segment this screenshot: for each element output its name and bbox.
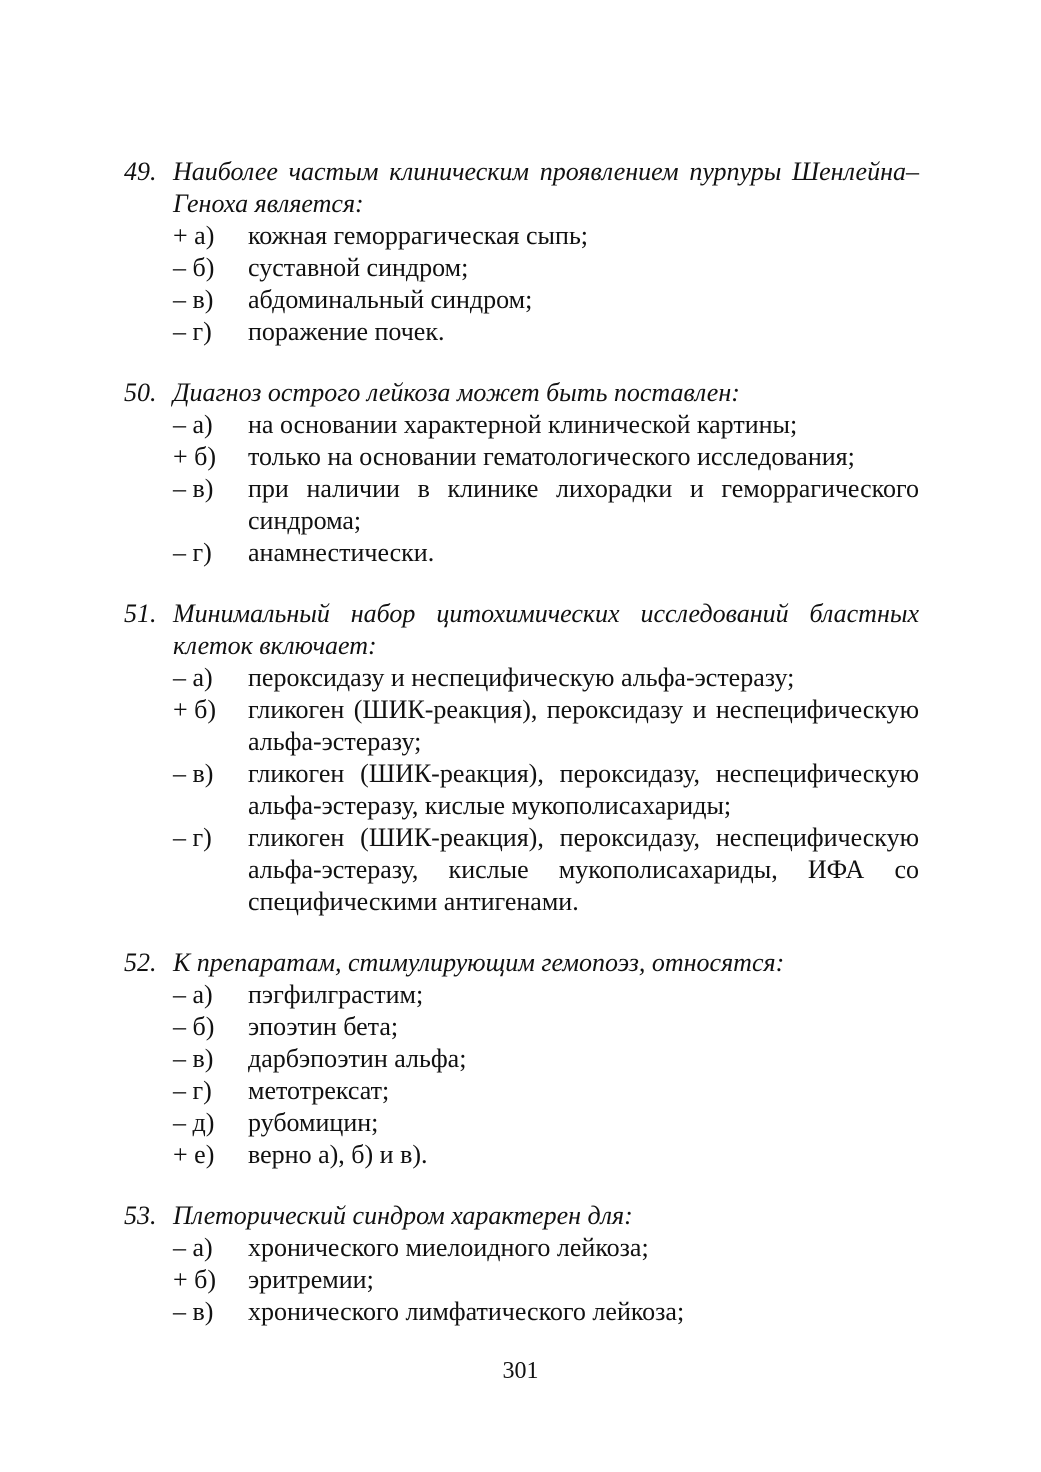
- answer-option: [124, 473, 919, 537]
- question-text: Плеторический синдром характерен для:: [173, 1201, 633, 1230]
- answer-option: [124, 252, 919, 284]
- answer-option: [124, 220, 919, 252]
- answer-option: [124, 694, 919, 758]
- option-text: анамнестически.: [248, 538, 435, 567]
- answer-option: [124, 1232, 919, 1264]
- answer-option: [124, 1043, 919, 1075]
- option-marker: – г): [173, 538, 212, 567]
- option-marker: – а): [173, 980, 213, 1009]
- option-text: пероксидазу и неспецифическую альфа-эстеразу;: [248, 663, 795, 692]
- option-marker: – д): [173, 1108, 215, 1137]
- question-number: 52.: [124, 948, 157, 977]
- option-text: хронического миелоидного лейкоза;: [248, 1233, 649, 1262]
- option-marker: – в): [173, 474, 214, 503]
- answer-option: [124, 284, 919, 316]
- answer-option: [124, 316, 919, 348]
- option-text: гликоген (ШИК-реакция), пероксидазу, неспецифическую альфа-эстеразу, кислые мукополисахариды;: [248, 759, 919, 820]
- question-stem: [124, 156, 919, 220]
- option-marker: – а): [173, 663, 213, 692]
- option-marker: – г): [173, 1076, 212, 1105]
- question-49: [124, 156, 919, 348]
- question-text: Диагноз острого лейкоза может быть поставлен:: [173, 378, 740, 407]
- question-stem: [124, 598, 919, 662]
- option-marker: + а): [173, 221, 215, 250]
- answer-option: [124, 1296, 919, 1328]
- option-marker: – б): [173, 253, 215, 282]
- question-number: 50.: [124, 378, 157, 407]
- option-text: суставной синдром;: [248, 253, 469, 282]
- option-text: гликоген (ШИК-реакция), пероксидазу, неспецифическую альфа-эстеразу, кислые мукополисахариды, ИФА со специфическими антигенами.: [248, 823, 919, 916]
- answer-option: [124, 1107, 919, 1139]
- question-51: [124, 598, 919, 918]
- option-text: рубомицин;: [248, 1108, 379, 1137]
- answer-option: [124, 662, 919, 694]
- option-marker: + б): [173, 1265, 217, 1294]
- option-marker: – а): [173, 1233, 213, 1262]
- question-stem: [124, 1200, 919, 1232]
- option-marker: – г): [173, 317, 212, 346]
- question-text: К препаратам, стимулирующим гемопоэз, относятся:: [173, 948, 785, 977]
- answer-option: [124, 758, 919, 822]
- question-stem: [124, 377, 919, 409]
- option-marker: + е): [173, 1140, 215, 1169]
- answer-option: [124, 1139, 919, 1171]
- option-marker: + б): [173, 442, 217, 471]
- option-text: только на основании гематологического исследования;: [248, 442, 855, 471]
- option-text: кожная геморрагическая сыпь;: [248, 221, 589, 250]
- option-text: при наличии в клинике лихорадки и геморрагического синдрома;: [248, 474, 919, 535]
- option-marker: + б): [173, 695, 217, 724]
- option-text: метотрексат;: [248, 1076, 390, 1105]
- option-marker: – г): [173, 823, 212, 852]
- option-text: эритремии;: [248, 1265, 374, 1294]
- question-text: Наиболее частым клиническим проявлением пурпуры Шенлейна–Геноха является:: [173, 157, 919, 218]
- question-52: [124, 947, 919, 1171]
- option-text: гликоген (ШИК-реакция), пероксидазу и неспецифическую альфа-эстеразу;: [248, 695, 919, 756]
- option-text: эпоэтин бета;: [248, 1012, 399, 1041]
- answer-option: [124, 441, 919, 473]
- question-50: [124, 377, 919, 569]
- option-text: хронического лимфатического лейкоза;: [248, 1297, 685, 1326]
- answer-option: [124, 1264, 919, 1296]
- answer-option: [124, 1075, 919, 1107]
- answer-option: [124, 979, 919, 1011]
- page-number: 301: [502, 1358, 539, 1384]
- option-text: на основании характерной клинической картины;: [248, 410, 798, 439]
- question-number: 51.: [124, 599, 157, 628]
- option-marker: – в): [173, 285, 214, 314]
- option-text: пэгфилграстим;: [248, 980, 424, 1009]
- answer-option: [124, 1011, 919, 1043]
- option-marker: – а): [173, 410, 213, 439]
- question-number: 53.: [124, 1201, 157, 1230]
- question-list: [124, 156, 919, 1357]
- option-text: поражение почек.: [248, 317, 445, 346]
- option-marker: – в): [173, 1297, 214, 1326]
- option-marker: – в): [173, 1044, 214, 1073]
- option-text: дарбэпоэтин альфа;: [248, 1044, 467, 1073]
- question-53: [124, 1200, 919, 1328]
- option-text: абдоминальный синдром;: [248, 285, 533, 314]
- answer-option: [124, 409, 919, 441]
- question-text: Минимальный набор цитохимических исследований бластных клеток включает:: [173, 599, 919, 660]
- answer-option: [124, 822, 919, 918]
- option-marker: – в): [173, 759, 214, 788]
- answer-option: [124, 537, 919, 569]
- option-text: верно а), б) и в).: [248, 1140, 428, 1169]
- option-marker: – б): [173, 1012, 215, 1041]
- question-stem: [124, 947, 919, 979]
- question-number: 49.: [124, 157, 157, 186]
